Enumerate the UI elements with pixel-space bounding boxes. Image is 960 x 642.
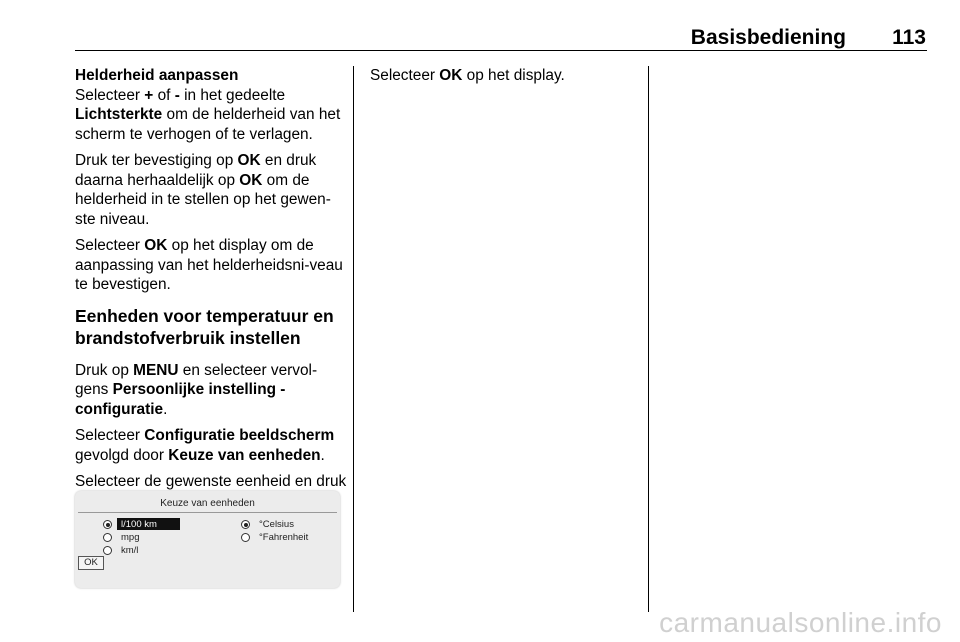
header-rule xyxy=(75,50,927,51)
radio-selected-icon[interactable] xyxy=(103,520,112,529)
bold-text: Persoonlijke instelling - configuratie xyxy=(75,381,286,418)
units-display-screenshot xyxy=(75,491,340,588)
text: Druk op xyxy=(75,361,134,379)
paragraph xyxy=(75,151,347,229)
paragraph xyxy=(75,236,347,295)
watermark: carmanualsonline.info xyxy=(659,607,942,638)
bold-text: Keuze van eenheden xyxy=(168,446,321,464)
text: en selecteer vervol-gens xyxy=(75,361,318,398)
bold-text: OK xyxy=(439,67,463,84)
screen-title: Keuze van eenheden xyxy=(160,498,255,509)
column-divider-2 xyxy=(648,66,649,612)
paragraph xyxy=(75,426,347,465)
text: of xyxy=(153,86,175,104)
screen-divider xyxy=(78,512,337,513)
text: Selecteer xyxy=(370,67,440,84)
paragraph xyxy=(370,66,642,86)
text: op het display. xyxy=(462,67,565,84)
option-l-per-100km[interactable]: l/100 km xyxy=(121,519,157,530)
left-column xyxy=(75,66,347,518)
bold-text: - xyxy=(174,86,180,104)
paragraph xyxy=(75,86,347,145)
middle-column xyxy=(370,66,642,93)
text: Selecteer xyxy=(75,237,145,254)
text: om de helderheid in te stellen op het gewen-ste niveau. xyxy=(75,171,331,228)
option-mpg[interactable]: mpg xyxy=(121,532,140,543)
paragraph xyxy=(75,361,347,420)
page-number: 113 xyxy=(892,26,926,49)
text: gevolgd door xyxy=(75,446,169,464)
text: en druk daarna herhaaldelijk op xyxy=(75,152,317,189)
radio-icon[interactable] xyxy=(103,546,112,555)
column-divider-1 xyxy=(353,66,354,612)
bold-text: + xyxy=(144,86,154,104)
section-title: Basisbediening xyxy=(690,26,846,49)
text: . xyxy=(320,446,325,464)
ok-button[interactable]: OK xyxy=(78,556,104,570)
text: Druk ter bevestiging op xyxy=(75,152,238,169)
radio-icon[interactable] xyxy=(241,533,250,542)
bold-text: Configuratie beeldscherm xyxy=(144,427,335,444)
text: Selecteer xyxy=(75,427,145,444)
text: Selecteer de gewenste eenheid en druk xyxy=(75,473,347,490)
bold-text: OK xyxy=(239,171,263,189)
text: . xyxy=(163,400,168,418)
option-celsius[interactable]: °Celsius xyxy=(259,519,294,530)
bold-text: Lichtsterkte xyxy=(75,106,163,123)
bold-text: OK xyxy=(237,152,261,169)
text: op het display om de aanpassing van het helderheidsni-veau te bevestigen. xyxy=(75,237,343,293)
option-fahrenheit[interactable]: °Fahrenheit xyxy=(259,532,309,543)
text: om de helderheid van het scherm te verhogen of te verlagen. xyxy=(75,106,341,143)
option-km-per-l[interactable]: km/l xyxy=(121,545,139,556)
bold-text: OK xyxy=(144,237,168,254)
section-heading-units: Eenheden voor temperatuur en brandstofverbruik instellen xyxy=(75,305,334,348)
text: Selecteer xyxy=(75,86,145,104)
radio-icon[interactable] xyxy=(103,533,112,542)
bold-text: MENU xyxy=(133,361,179,379)
section-heading-brightness: Helderheid aanpassen xyxy=(75,67,239,84)
text: in het gedeelte xyxy=(179,86,286,104)
radio-selected-icon[interactable] xyxy=(241,520,250,529)
